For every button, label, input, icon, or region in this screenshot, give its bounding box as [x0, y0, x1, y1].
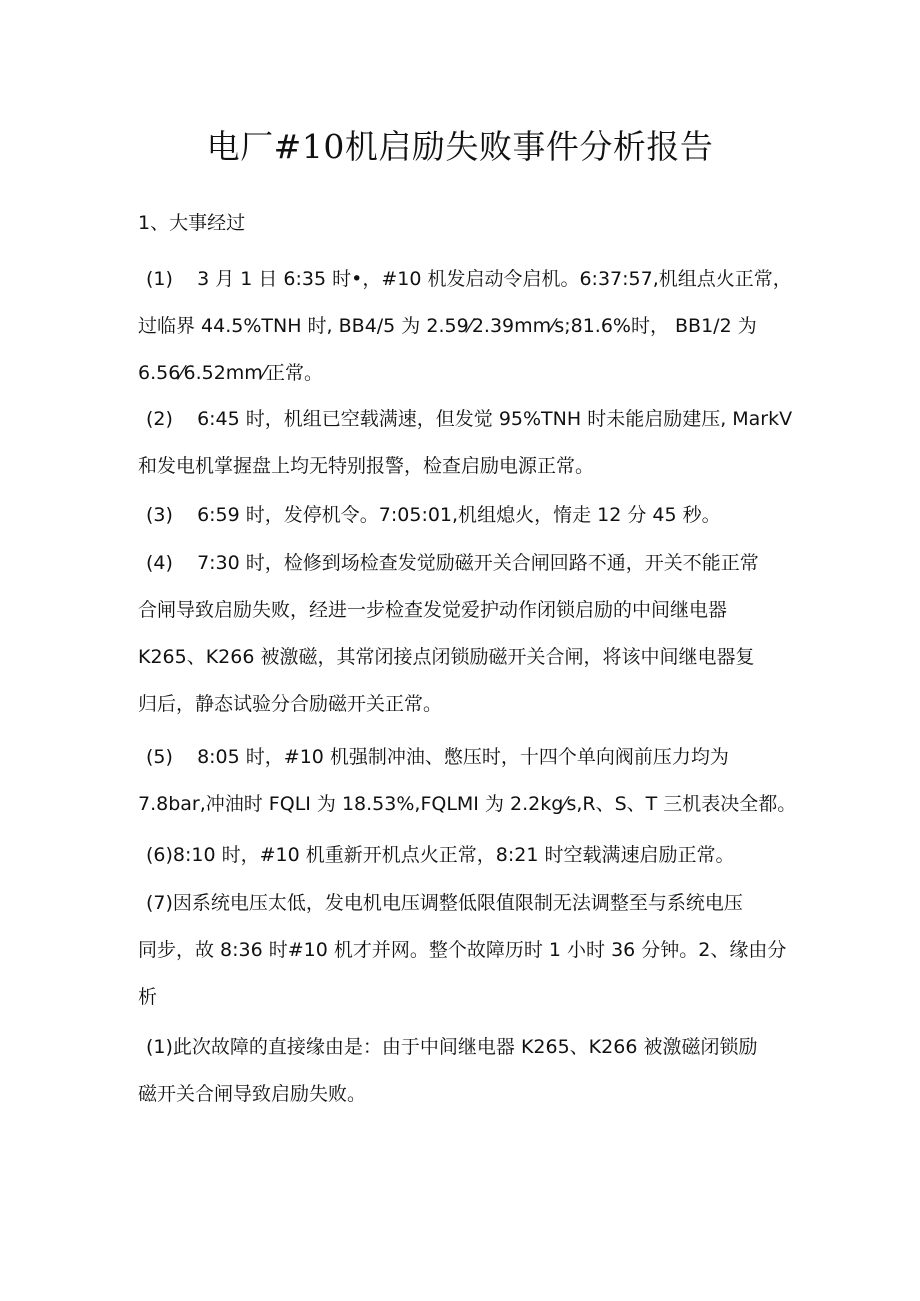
paragraph-item-1 — [138, 256, 798, 397]
paragraph-line: (5) 8:05 时，#10 机强制冲油、憋压时，十四个单向阀前压力均为 — [146, 746, 729, 768]
paragraph-line: (3) 6:59 时，发停机令。7:05:01,机组熄火，惰走 12 分 45 秒。 — [146, 504, 721, 526]
paragraph-line: (4) 7:30 时，检修到场检查发觉励磁开关合闸回路不通，开关不能正常 — [146, 552, 759, 574]
paragraph-line: 磁开关合闸导致启励失败。 — [138, 1083, 367, 1105]
paragraph-line: 7.8bar,冲油时 FQLI 为 18.53%,FQLMI 为 2.2kg⁄s,R、S、T 三机表决全都。 — [138, 793, 797, 815]
section-heading: 1、大事经过 — [138, 212, 246, 234]
paragraph-item-4 — [138, 540, 798, 728]
document-title-text: 电厂#10机启励失败事件分析报告 — [206, 127, 714, 166]
document-title — [0, 124, 920, 170]
paragraph-line: K265、K266 被激磁，其常闭接点闭锁励磁开关合闸，将该中间继电器复 — [138, 646, 755, 668]
paragraph-line: (1) 3 月 1 日 6:35 时•，#10 机发启动令启机。6:37:57,机组点火正常， — [146, 268, 792, 290]
paragraph-item-2 — [138, 396, 798, 490]
paragraph-line: 同步，故 8:36 时#10 机才并网。整个故障历时 1 小时 36 分钟。2、缘由分 — [138, 939, 787, 961]
paragraph-item-8 — [138, 1024, 798, 1118]
paragraph-line: 6.56⁄6.52mm⁄正常。 — [138, 362, 323, 384]
paragraph-line: 合闸导致启励失败，经进一步检查发觉爱护动作闭锁启励的中间继电器 — [138, 599, 728, 621]
paragraph-item-3 — [138, 492, 798, 539]
paragraph-item-5 — [138, 734, 798, 828]
paragraph-item-7 — [138, 880, 798, 1021]
paragraph-line: 归后，静态试验分合励磁开关正常。 — [138, 693, 443, 715]
paragraph-line: (2) 6:45 时，机组已空载满速，但发觉 95%TNH 时未能启励建压, MarkV — [146, 408, 793, 430]
paragraph-line: (6)8:10 时，#10 机重新开机点火正常，8:21 时空载满速启励正常。 — [146, 844, 735, 866]
paragraph-line: 和发电机掌握盘上均无特别报警，检查启励电源正常。 — [138, 455, 595, 477]
paragraph-line: (7)因系统电压太低，发电机电压调整低限值限制无法调整至与系统电压 — [146, 892, 743, 914]
paragraph-line: 析 — [138, 986, 158, 1008]
paragraph-item-6 — [138, 832, 798, 879]
paragraph-line: 过临界 44.5%TNH 时, BB4/5 为 2.59⁄2.39mm⁄s;81.6%时， BB1/2 为 — [138, 315, 757, 337]
paragraph-line: (1)此次故障的直接缘由是：由于中间继电器 K265、K266 被激磁闭锁励 — [146, 1036, 758, 1058]
